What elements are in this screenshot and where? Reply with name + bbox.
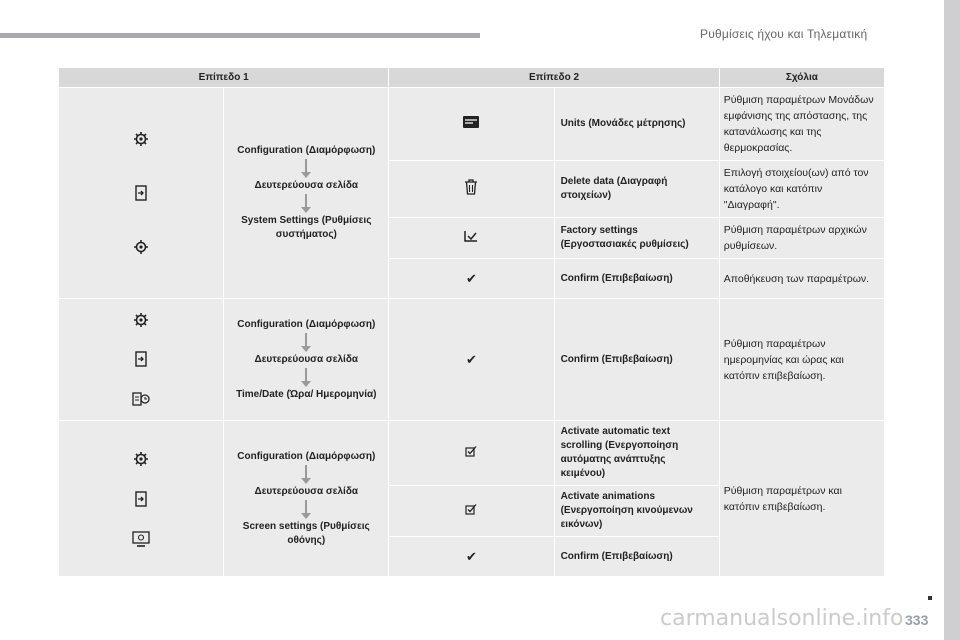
page-icon xyxy=(132,184,150,202)
factory-reset-icon xyxy=(463,230,479,247)
checkbox-icon-cell xyxy=(389,421,554,486)
path-step-screen-settings: Screen settings (Ρυθμίσεις οθόνης) xyxy=(242,520,370,546)
path-step-system-settings: System Settings (Ρυθμίσεις συστήματος) xyxy=(241,215,372,240)
table-row xyxy=(59,299,885,421)
level2-confirm: Confirm (Επιβεβαίωση) xyxy=(554,259,719,299)
comment-screen-settings: Ρύθμιση παραμέτρων και κατόπιν επιβεβαίωση. xyxy=(719,421,884,577)
comment-factory-settings: Ρύθμιση παραμέτρων αρχικών ρυθμίσεων. xyxy=(719,218,884,259)
level2-confirm-time-date: Confirm (Επιβεβαίωση) xyxy=(554,299,719,421)
path-step-secondary-page: Δευτερεύουσα σελίδα xyxy=(254,353,359,365)
check-icon: ✔ xyxy=(466,270,477,286)
table-row xyxy=(59,88,885,161)
settings-icon xyxy=(132,450,150,468)
level2-units: Units (Μονάδες μέτρησης) xyxy=(554,88,719,161)
path-step-configuration: Configuration (Διαμόρφωση) xyxy=(237,450,376,462)
level2-confirm-screen: Confirm (Επιβεβαίωση) xyxy=(554,537,719,577)
down-arrow-icon xyxy=(305,159,307,173)
path-step-configuration: Configuration (Διαμόρφωση) xyxy=(237,318,376,330)
factory-settings-label: Factory settings xyxy=(560,225,638,236)
comment-delete-data: Επιλογή στοιχείου(ων) από τον κατάλογο και κατόπιν "Διαγραφή". xyxy=(719,161,884,218)
level2-delete-data: Delete data (Διαγραφή στοιχείων) xyxy=(554,161,719,218)
path-screen-settings xyxy=(224,421,389,577)
time-date-icon xyxy=(132,390,150,408)
settings-icon xyxy=(132,130,150,148)
column-header-comments: Σχόλια xyxy=(719,68,884,88)
settings-table xyxy=(58,67,885,577)
screen-settings-icon xyxy=(132,530,150,548)
column-header-level1: Επίπεδο 1 xyxy=(59,68,389,88)
check-icon-cell xyxy=(389,537,554,577)
page-icon xyxy=(132,350,150,368)
table-header-row xyxy=(59,68,885,88)
path-time-date xyxy=(224,299,389,421)
down-arrow-icon xyxy=(305,368,307,382)
trash-icon xyxy=(464,182,478,199)
check-icon: ✔ xyxy=(466,351,477,367)
path-step-secondary-page: Δευτερεύουσα σελίδα xyxy=(254,485,359,497)
level2-factory-settings: Factory settings (Εργοστασιακές ρυθμίσεις) xyxy=(554,218,719,259)
comment-time-date: Ρύθμιση παραμέτρων ημερομηνίας και ώρας και κατόπιν επιβεβαίωση. xyxy=(719,299,884,421)
units-icon-cell xyxy=(389,88,554,161)
path-icons-time-date xyxy=(59,299,224,421)
header-title: Ρυθμίσεις ήχου και Τηλεματική xyxy=(700,27,868,41)
checkbox-icon-cell xyxy=(389,486,554,537)
down-arrow-icon xyxy=(305,465,307,479)
comment-units: Ρύθμιση παραμέτρων Μονάδων εμφάνισης της απόστασης, της κατανάλωσης και της θερμοκρασίας. xyxy=(719,88,884,161)
comment-confirm: Αποθήκευση των παραμέτρων. xyxy=(719,259,884,299)
system-settings-icon xyxy=(132,238,150,256)
path-step-configuration: Configuration (Διαμόρφωση) xyxy=(237,145,376,156)
page-marker xyxy=(928,596,932,600)
trash-icon-cell xyxy=(389,161,554,218)
level2-auto-scrolling: Activate automatic text scrolling (Ενεργοποίηση αυτόματης ανάπτυξης κειμένου) xyxy=(554,421,719,486)
header-bar xyxy=(0,33,480,38)
table-row xyxy=(59,421,885,486)
check-icon-cell xyxy=(389,299,554,421)
path-step-time-date: Time/Date (Ώρα/ Ημερομηνία) xyxy=(236,388,377,400)
page-number: 333 xyxy=(905,612,929,628)
down-arrow-icon xyxy=(305,194,307,208)
check-icon-cell xyxy=(389,259,554,299)
checkbox-icon xyxy=(465,444,477,461)
path-icons-system xyxy=(59,88,224,299)
level2-animations: Activate animations (Ενεργοποίηση κινούμενων εικόνων) xyxy=(554,486,719,537)
page-edge-strip xyxy=(944,0,960,640)
column-header-level2: Επίπεδο 2 xyxy=(389,68,719,88)
checkbox-icon xyxy=(465,502,477,519)
path-system-settings xyxy=(224,88,389,299)
check-icon: ✔ xyxy=(466,548,477,564)
factory-settings-label-extra: Εργοστασιακές ρυθμίσεις xyxy=(563,239,686,250)
path-step-secondary-page: Δευτερεύουσα σελίδα xyxy=(254,180,359,191)
watermark: carmanualsonline.info xyxy=(660,606,904,631)
path-icons-screen-settings xyxy=(59,421,224,577)
page-icon xyxy=(132,490,150,508)
factory-reset-icon-cell xyxy=(389,218,554,259)
settings-icon xyxy=(132,311,150,329)
down-arrow-icon xyxy=(305,500,307,514)
down-arrow-icon xyxy=(305,333,307,347)
units-icon xyxy=(462,116,480,133)
